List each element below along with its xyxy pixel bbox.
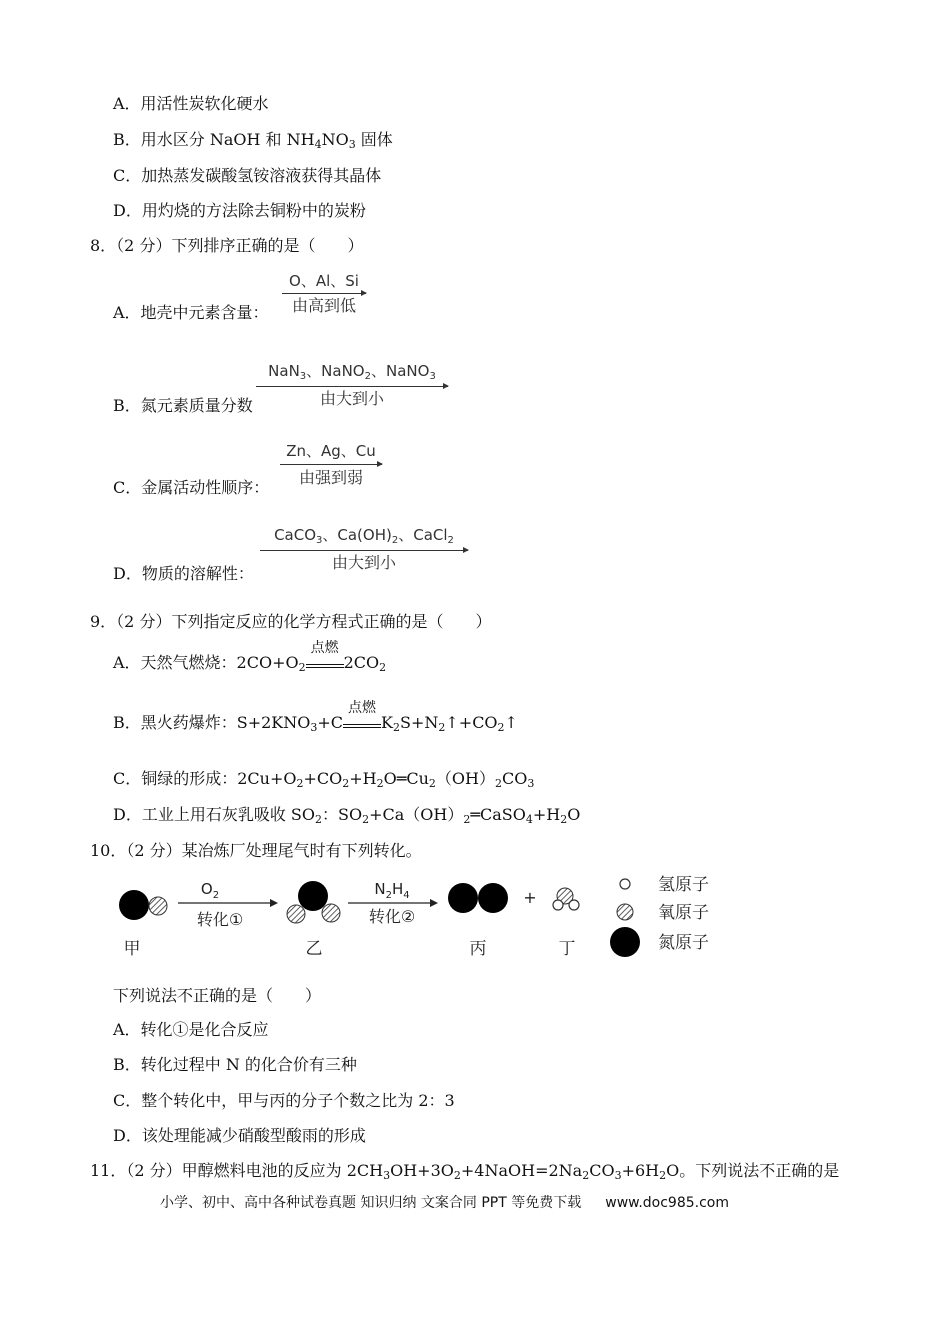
q7-option-a: A．用活性炭软化硬水 bbox=[113, 94, 269, 113]
q11-stem: 11．（2 分）甲醇燃料电池的反应为 $2CH_3OH+3O_2+4NaOH=2Na_2CO_3+6H_2O$。下列说法不正确的是 bbox=[90, 1161, 840, 1182]
q8-option-b-arrow bbox=[256, 362, 448, 409]
legend-hydrogen-icon bbox=[620, 879, 630, 889]
arrow-icon bbox=[260, 550, 468, 551]
q9-option-b: B．黑火药爆炸：$S+2KNO_3+C$ 点燃 $K_2S+N_2↑+CO_2↑$ bbox=[113, 700, 518, 734]
q8-d-arrow-bottom: 由大到小 bbox=[331, 553, 396, 572]
q8-option-c-label: C．金属活动性顺序： bbox=[113, 478, 270, 497]
svg-text:转化①: 转化① bbox=[196, 910, 244, 929]
molecule-bing bbox=[448, 883, 508, 913]
q8-option-c-arrow bbox=[280, 442, 382, 488]
q10-option-d: D．该处理能减少硝酸型酸雨的形成 bbox=[113, 1126, 366, 1145]
oxygen-atom bbox=[322, 904, 340, 922]
q10-option-b: B．转化过程中 N 的化合价有三种 bbox=[113, 1055, 357, 1074]
plus-sign: + bbox=[523, 888, 537, 907]
q8-stem: 8．（2 分）下列排序正确的是（ ） bbox=[90, 236, 364, 255]
q8-a-arrow-top: O、Al、Si bbox=[289, 272, 359, 290]
footer-text: 小学、初中、高中各种试卷真题 知识归纳 文案合同 PPT 等免费下载 bbox=[160, 1195, 582, 1211]
q7-option-c: C．加热蒸发碳酸氢铵溶液获得其晶体 bbox=[113, 166, 382, 185]
molecule-ding bbox=[553, 888, 579, 910]
label-yi: 乙 bbox=[305, 939, 323, 959]
arrow-icon bbox=[280, 464, 382, 465]
q8-c-arrow-top: Zn、Ag、Cu bbox=[286, 442, 376, 460]
q10-reaction-diagram bbox=[110, 870, 730, 962]
svg-text:转化②: 转化② bbox=[368, 907, 416, 926]
q8-b-arrow-top: NaN$_3$、NaNO$_2$、NaNO$_3$ bbox=[268, 362, 436, 382]
legend bbox=[610, 875, 709, 957]
svg-text:O2: $O_2$ bbox=[200, 880, 220, 901]
q8-d-arrow-top: CaCO$_3$、$Ca(OH)_2$、CaCl$_2$ bbox=[274, 526, 454, 546]
nitrogen-atom bbox=[119, 890, 149, 920]
arrow-icon bbox=[256, 386, 448, 387]
label-jia: 甲 bbox=[123, 939, 141, 959]
hydrogen-atom bbox=[569, 900, 579, 910]
q8-c-arrow-bottom: 由强到弱 bbox=[298, 468, 363, 487]
svg-text:N2H4: $N_2H_4$ bbox=[374, 880, 410, 901]
q10-option-a: A．转化①是化合反应 bbox=[113, 1020, 269, 1039]
q9-option-c: C．铜绿的形成：$2Cu+O_2+CO_2+H_2O═Cu_2(OH)_2CO_3$ bbox=[113, 769, 535, 790]
ignite-condition: 点燃 bbox=[306, 656, 344, 668]
legend-oxygen-label: 氧原子 bbox=[658, 903, 709, 923]
arrow-icon bbox=[282, 293, 366, 294]
q8-option-a-label: A．地壳中元素含量： bbox=[113, 303, 269, 322]
legend-oxygen-icon bbox=[617, 904, 633, 920]
molecule-yi bbox=[287, 881, 340, 923]
q8-option-d-arrow bbox=[260, 526, 468, 573]
arrow-conversion-2 bbox=[348, 880, 438, 926]
legend-nitrogen-icon bbox=[610, 927, 640, 957]
q7-option-d: D．用灼烧的方法除去铜粉中的炭粉 bbox=[113, 201, 366, 220]
q10-option-c: C．整个转化中，甲与丙的分子个数之比为 2：3 bbox=[113, 1091, 455, 1110]
nitrogen-atom bbox=[298, 881, 328, 911]
label-bing: 丙 bbox=[469, 939, 487, 959]
q8-a-arrow-bottom: 由高到低 bbox=[291, 296, 356, 315]
q10-sub-stem: 下列说法不正确的是（ ） bbox=[113, 986, 322, 1005]
molecule-jia bbox=[119, 890, 167, 920]
oxygen-atom bbox=[287, 905, 305, 923]
nitrogen-atom bbox=[448, 883, 478, 913]
legend-nitrogen-label: 氮原子 bbox=[658, 933, 709, 953]
nitrogen-atom bbox=[478, 883, 508, 913]
q9-option-a: A．天然气燃烧：$2CO+O_2$ 点燃 $2CO_2$ bbox=[113, 640, 387, 674]
ignite-condition: 点燃 bbox=[343, 716, 381, 728]
q8-b-arrow-bottom: 由大到小 bbox=[319, 389, 384, 408]
q8-option-a-arrow bbox=[282, 272, 366, 316]
footer-url[interactable]: www.doc985.com bbox=[605, 1195, 729, 1211]
legend-hydrogen-label: 氢原子 bbox=[658, 875, 709, 895]
arrow-conversion-1 bbox=[178, 880, 278, 929]
q7-option-b: B．用水区分 NaOH 和 $NH_4NO_3$ 固体 bbox=[113, 130, 393, 151]
q9-stem: 9．（2 分）下列指定反应的化学方程式正确的是（ ） bbox=[90, 612, 492, 631]
label-ding: 丁 bbox=[558, 939, 576, 959]
oxygen-atom bbox=[149, 897, 167, 915]
q8-option-b-label: B．氮元素质量分数 bbox=[113, 396, 253, 415]
q8-option-d-label: D．物质的溶解性： bbox=[113, 564, 254, 583]
hydrogen-atom bbox=[553, 900, 563, 910]
page-footer bbox=[160, 1192, 729, 1212]
q9-option-d: D．工业上用石灰乳吸收 $SO_2$：$SO_2+Ca(OH)_2═CaSO_4+H_2O$ bbox=[113, 805, 581, 826]
q10-stem: 10．（2 分）某冶炼厂处理尾气时有下列转化。 bbox=[90, 841, 422, 860]
